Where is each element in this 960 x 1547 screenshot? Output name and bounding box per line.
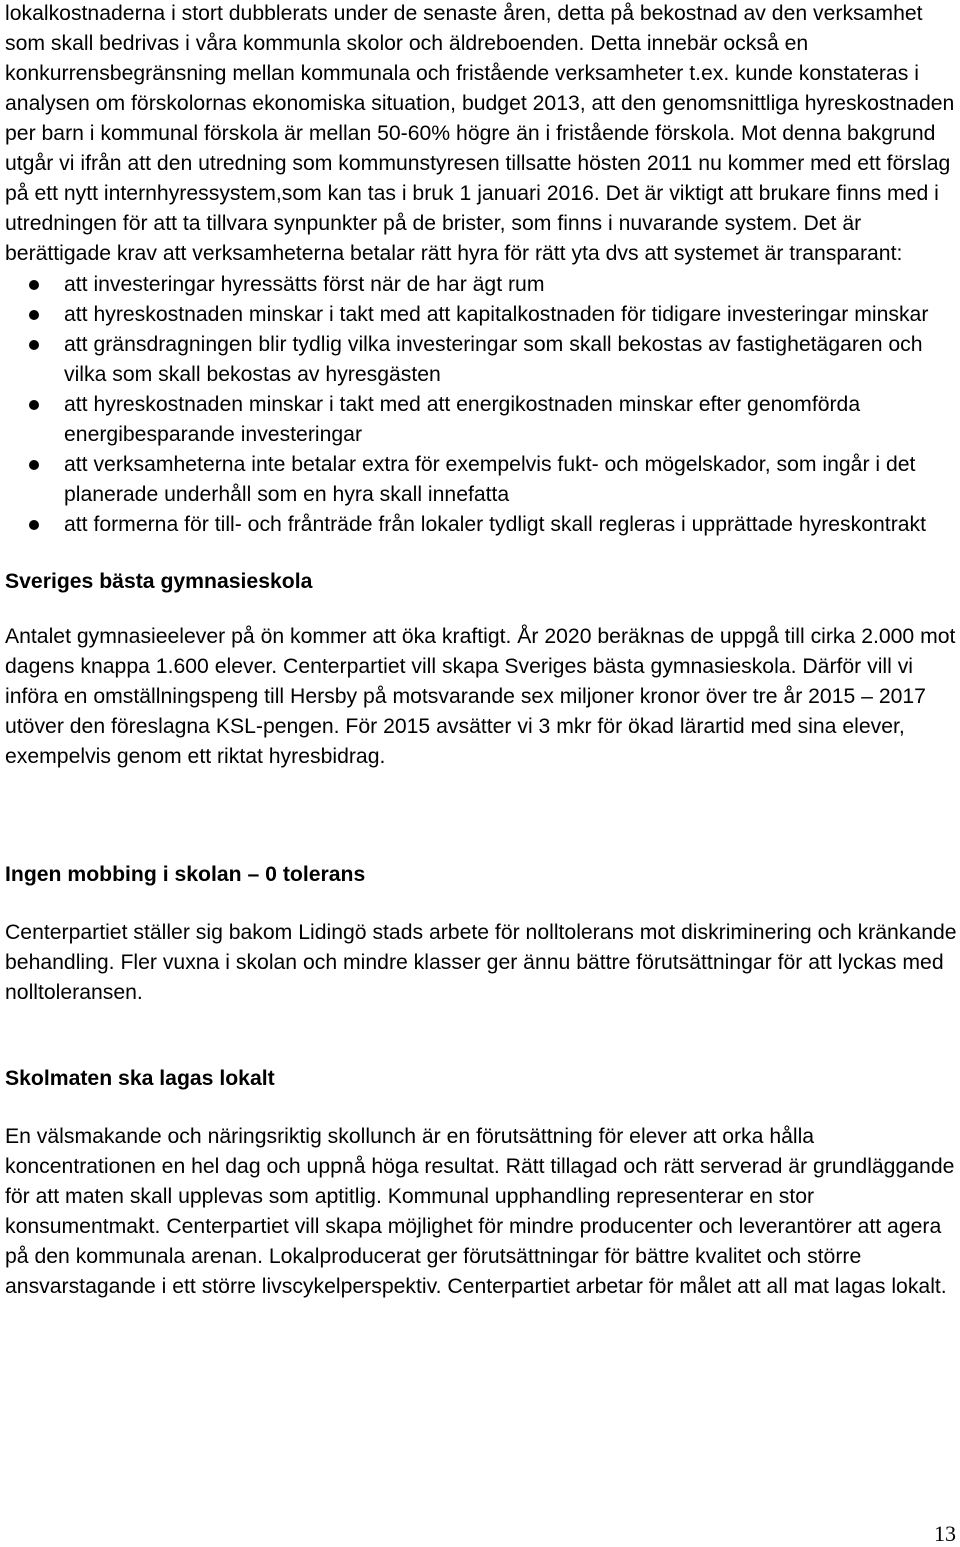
section-heading-skolmaten: Skolmaten ska lagas lokalt — [5, 1067, 275, 1090]
list-item — [5, 510, 960, 540]
list-item — [5, 330, 960, 390]
bullet-icon — [29, 310, 39, 320]
section-text-mobbing: Centerpartiet ställer sig bakom Lidingö stads arbete för nolltolerans mot diskriminering och kränkande behandling. Fler vuxna i skolan och mindre klasser ger ännu bättre förutsättningar för att lyckas med nolltoleransen. — [5, 921, 957, 1004]
section-heading-mobbing: Ingen mobbing i skolan – 0 tolerans — [5, 863, 366, 886]
section-text-gymnasieskola: Antalet gymnasieelever på ön kommer att öka kraftigt. År 2020 beräknas de uppgå till cirka 2.000 mot dagens knappa 1.600 elever. Centerpartiet vill skapa Sveriges bästa gymnasieskola. Därför vill vi införa en omställningspeng till Hersby på motsvarande sex miljoner kronor över tre år 2015 – 2017 utöver den föreslagna KSL-pengen. För 2015 avsätter vi 3 mkr för ökad lärartid med sina elever, exempelvis genom ett riktat hyresbidrag. — [5, 625, 956, 768]
bullet-icon — [29, 460, 39, 470]
requirements-list — [5, 270, 960, 540]
document-page — [5, 0, 960, 1302]
list-item-text: att hyreskostnaden minskar i takt med att kapitalkostnaden för tidigare investeringar minskar — [64, 303, 929, 326]
list-item — [5, 390, 960, 450]
bullet-icon — [29, 520, 39, 530]
list-item-text: att gränsdragningen blir tydlig vilka investeringar som skall bekostas av fastighetägaren och vilka som skall bekostas av hyresgästen — [64, 333, 923, 386]
page-number: 13 — [934, 1521, 956, 1546]
intro-paragraph: lokalkostnaderna i stort dubblerats under de senaste åren, detta på bekostnad av den verksamhet som skall bedrivas i våra kommunla skolor och äldreboenden. Detta innebär också en konkurrensbegränsning mellan kommunala och fristående verksamheter t.ex. kunde konstateras i analysen om förskolornas ekonomiska situation, budget 2013, att den genomsnittliga hyreskostnaden per barn i kommunal förskola är mellan 50-60% högre än i fristående förskola. Mot denna bakgrund utgår vi ifrån att den utredning som kommunstyresen tillsatte hösten 2011 nu kommer med ett förslag på ett nytt internhyressystem,som kan tas i bruk 1 januari 2016. Det är viktigt att brukare finns med i utredningen för att ta tillvara synpunkter på de brister, som finns i nuvarande system. Det är berättigade krav att verksamheterna betalar rätt hyra för rätt yta dvs att systemet är transparant: — [5, 2, 955, 265]
list-item — [5, 270, 960, 300]
list-item-text: att investeringar hyressätts först när de har ägt rum — [64, 273, 545, 296]
list-item-text: att hyreskostnaden minskar i takt med att energikostnaden minskar efter genomförda energibesparande investeringar — [64, 393, 861, 446]
list-item — [5, 450, 960, 510]
section-heading-gymnasieskola: Sveriges bästa gymnasieskola — [5, 570, 313, 593]
section-text-skolmaten: En välsmakande och näringsriktig skollunch är en förutsättning för elever att orka hålla koncentrationen en hel dag och uppnå höga resultat. Rätt tillagad och rätt serverad är grundläggande för att maten skall upplevas som aptitlig. Kommunal upphandling representerar en stor konsumentmakt. Centerpartiet vill skapa möjlighet för mindre producenter och leverantörer att agera på den kommunala arenan. Lokalproducerat ger förutsättningar för bättre kvalitet och större ansvarstagande i ett större livscykelperspektiv. Centerpartiet arbetar för målet att all mat lagas lokalt. — [5, 1125, 955, 1298]
list-item — [5, 300, 960, 330]
bullet-icon — [29, 280, 39, 290]
list-item-text: att formerna för till- och frånträde från lokaler tydligt skall regleras i upprättade hyreskontrakt — [64, 513, 927, 536]
bullet-icon — [29, 400, 39, 410]
bullet-icon — [29, 340, 39, 350]
list-item-text: att verksamheterna inte betalar extra för exempelvis fukt- och mögelskador, som ingår i det planerade underhåll som en hyra skall innefatta — [64, 453, 916, 506]
